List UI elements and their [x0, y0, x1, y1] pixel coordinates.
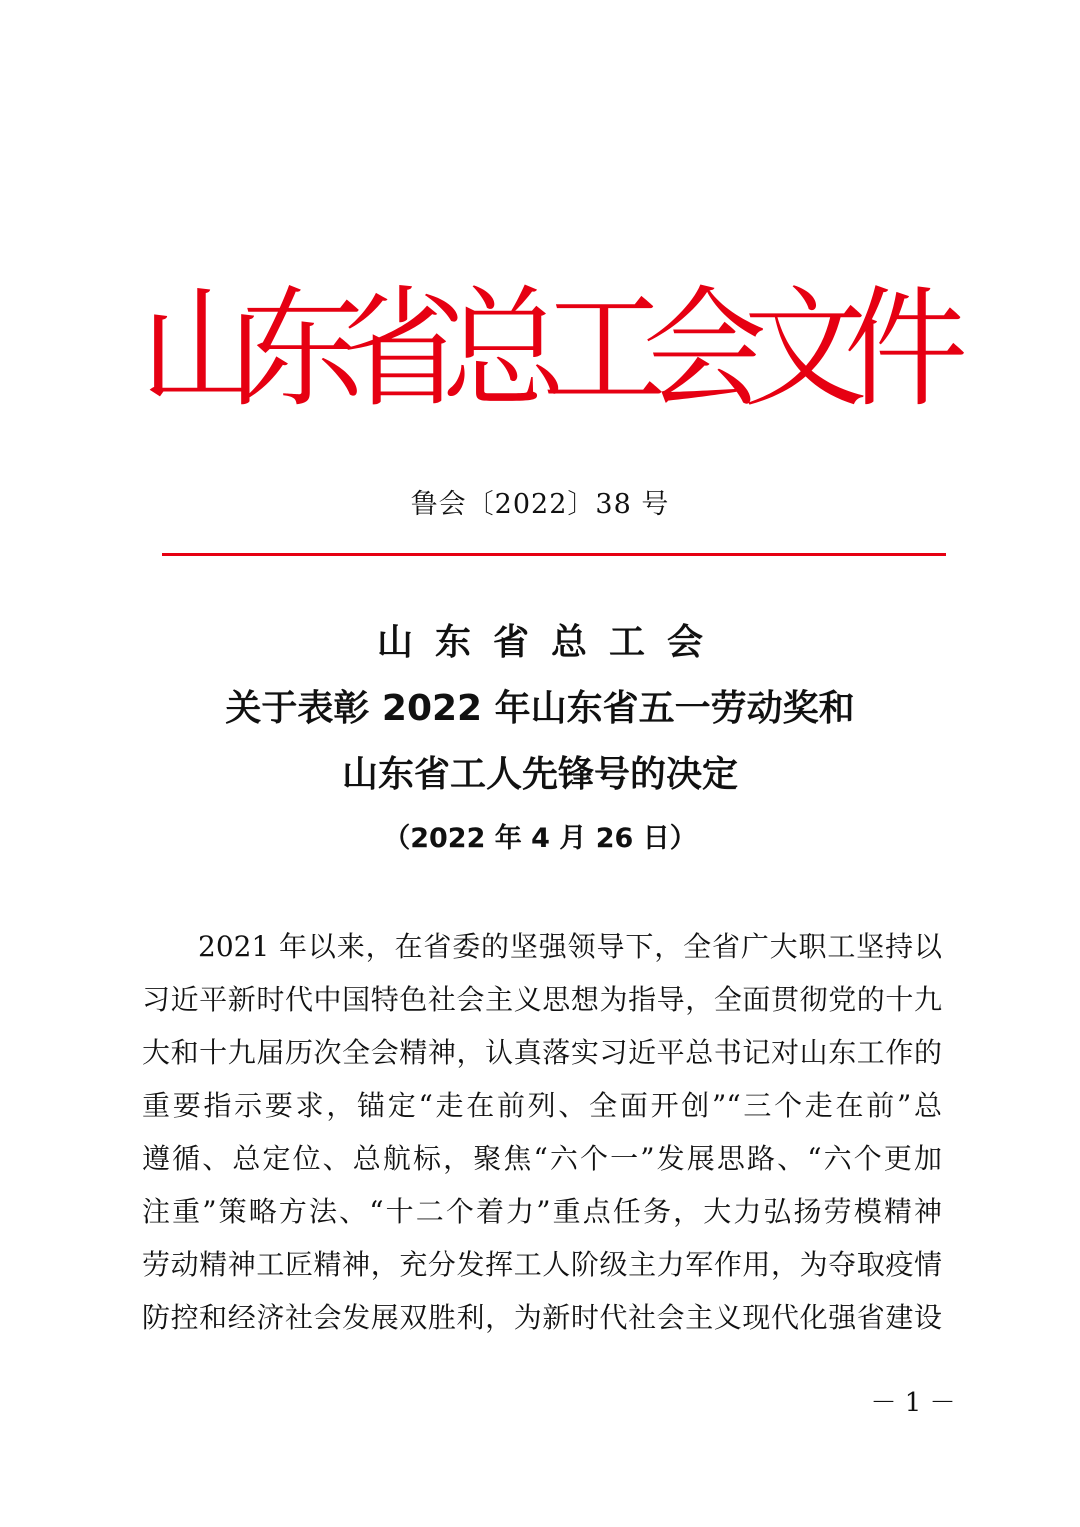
red-header-char: 省	[341, 274, 466, 426]
body-line: 注重”策略方法、“十二个着力”重点任务，大力弘扬劳模精神	[142, 1195, 942, 1228]
document-number: 鲁会〔2022〕38 号	[410, 489, 670, 520]
body-line: 习近平新时代中国特色社会主义思想为指导，全面贯彻党的十九	[142, 983, 942, 1016]
document-title-line-2: 山东省工人先锋号的决定	[341, 754, 738, 795]
document-title-line-1: 关于表彰 2022 年山东省五一劳动奖和	[225, 688, 855, 729]
body-line: 大和十九届历次全会精神，认真落实习近平总书记对山东工作的	[142, 1036, 942, 1069]
body-line: 重要指示要求，锚定“走在前列、全面开创”“三个走在前”总	[142, 1089, 942, 1122]
red-header-char: 总	[441, 274, 566, 426]
issuer-title: 山东省总工会	[376, 622, 725, 663]
body-line: 遵循、总定位、总航标，聚焦“六个一”发展思路、“六个更加	[142, 1142, 942, 1175]
red-header-char: 山	[140, 274, 265, 426]
red-header-char: 文	[743, 274, 868, 426]
body-line: 2021 年以来，在省委的坚强领导下，全省广大职工坚持以	[198, 930, 942, 963]
red-header-char: 工	[542, 274, 667, 426]
body-paragraph	[142, 920, 942, 1344]
red-header-char: 件	[843, 274, 968, 426]
page-number: － 1 －	[870, 1388, 956, 1418]
red-header-char: 东	[240, 274, 365, 426]
red-divider-line	[162, 553, 946, 556]
document-date: （2022 年 4 月 26 日）	[383, 823, 697, 854]
body-line: 防控和经济社会发展双胜利，为新时代社会主义现代化强省建设	[142, 1301, 942, 1334]
red-header-char: 会	[642, 274, 767, 426]
red-header-title	[140, 274, 968, 426]
body-line: 劳动精神工匠精神，充分发挥工人阶级主力军作用，为夺取疫情	[142, 1248, 942, 1281]
